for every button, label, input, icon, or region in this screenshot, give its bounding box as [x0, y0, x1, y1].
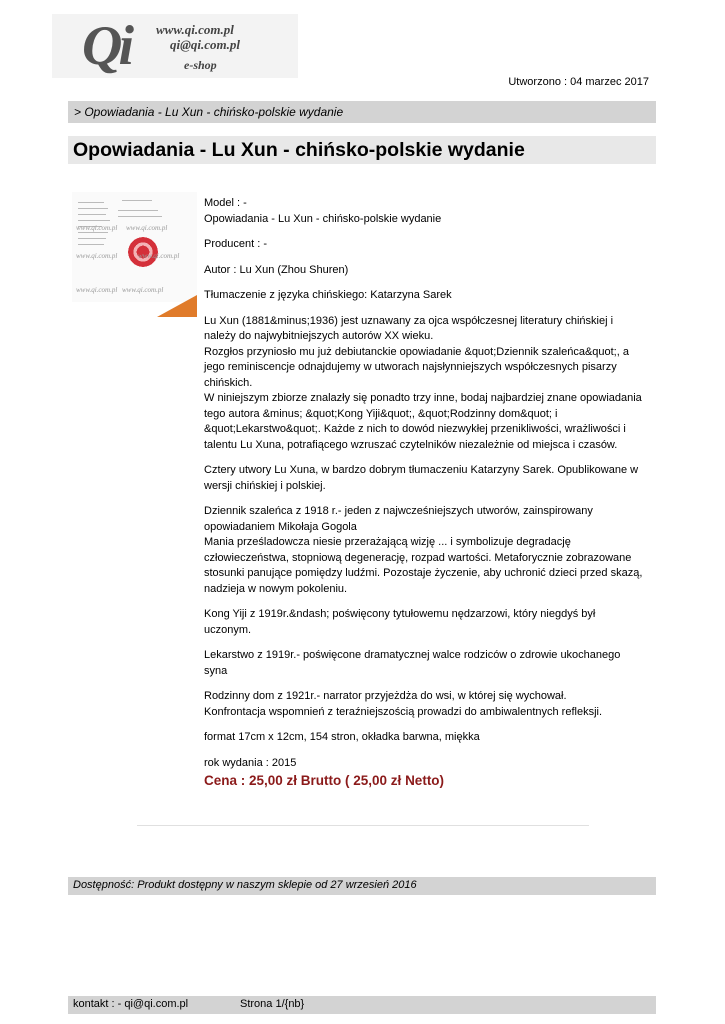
product-image: [72, 192, 197, 317]
breadcrumb: [68, 101, 656, 123]
description-paragraph: Lu Xun (1881&minus;1936) jest uznawany za ojca współczesnej literatury chińskiej i należy do najwybitniejszych autorów XX wieku. Rozgłos przyniosło mu już debiutanckie opowiadanie &quot;Dziennik szaleńca&quot;, a jego reminiscencje odnajdujemy w utworach najsłynniejszych współczesnych pisarzy chińskich. W niniejszym zbiorze znalazły się ponadto trzy inne, bodaj najbardziej znane opowiadania tego autora &minus; &quot;Kong Yiji&quot;, &quot;Rodzinny dom&quot; i &quot;Lekarstwo&quot;. Każde z nich to dowód niezwykłej przenikliwości, wrażliwości i talentu Lu Xuna, potrafiącego wzruszać czytelników niezależnie od miejsca i czasów.: [204, 314, 642, 451]
product-name: Opowiadania - Lu Xun - chińsko-polskie wydanie: [204, 212, 442, 225]
logo-brand: Qi: [82, 15, 130, 77]
thumbnail-corner: [157, 295, 197, 317]
author: Autor : Lu Xun (Zhou Shuren): [204, 263, 349, 276]
thumbnail-watermark: www.qi.com.pl: [76, 224, 118, 232]
logo-tagline: e-shop: [184, 58, 217, 72]
price: Cena : 25,00 zł Brutto ( 25,00 zł Netto): [204, 773, 445, 788]
model-label: Model : -: [204, 197, 247, 209]
title-bar: [68, 136, 656, 164]
description-paragraph: Cztery utwory Lu Xuna, w bardzo dobrym tłumaczeniu Katarzyny Sarek. Opublikowane w wersji chińskiej i polskiej.: [204, 464, 639, 492]
availability-bar: [68, 877, 656, 895]
producer: Producent : -: [204, 238, 267, 250]
page-title: Opowiadania - Lu Xun - chińsko-polskie wydanie: [73, 139, 525, 161]
logo-website: www.qi.com.pl: [156, 22, 234, 37]
description-paragraph: Dziennik szaleńca z 1918 r.- jeden z najwcześniejszych utworów, zainspirowany opowiadaniem Mikołaja Gogola Mania prześladowcza niesie przerażającą wizję ... i symbolizuje degradację człowieczeństwa, stopniową degenerację, rozpad wartości. Metaforycznie zobrazowane stosunki panujące pomiędzy ludźmi. Pozostaje życzenie, aby uchronić dzieci przed skazą, nadzieja w nowym pokoleniu.: [204, 505, 643, 595]
publication-year: rok wydania : 2015: [204, 756, 297, 769]
format-info: format 17cm x 12cm, 154 stron, okładka barwna, miękka: [204, 731, 480, 743]
product-details: [204, 196, 644, 799]
availability-text: Dostępność: Produkt dostępny w naszym sklepie od 27 wrzesień 2016: [73, 879, 417, 891]
logo-email: qi@qi.com.pl: [170, 37, 241, 52]
translation: Tłumaczenie z języka chińskiego: Katarzyna Sarek: [204, 289, 452, 301]
description-paragraph: Kong Yiji z 1919r.&ndash; poświęcony tytułowemu nędzarzowi, który niegdyś był uczonym.: [204, 608, 596, 636]
footer: [68, 996, 656, 1014]
created-date: Utworzono : 04 marzec 2017: [508, 76, 649, 88]
description-paragraph: Rodzinny dom z 1921r.- narrator przyjeżdża do wsi, w której się wychował. Konfrontacja wspomnień z teraźniejszością prowadzi do ambiwalentnych refleksji.: [204, 690, 603, 718]
logo: [52, 14, 298, 78]
footer-contact: kontakt : - qi@qi.com.pl: [73, 998, 189, 1010]
description-paragraph: Lekarstwo z 1919r.- poświęcone dramatycznej walce rodziców o zdrowie ukochanego syna: [204, 649, 621, 677]
thumbnail-page: www.qi.com.pl www.qi.com.pl www.qi.com.pl www.qi.com.pl www.qi.com.pl www.qi.com.pl: [72, 192, 197, 302]
footer-page-number: Strona 1/{nb}: [240, 998, 305, 1010]
divider: [137, 825, 589, 826]
breadcrumb-text: > Opowiadania - Lu Xun - chińsko-polskie wydanie: [74, 105, 344, 119]
